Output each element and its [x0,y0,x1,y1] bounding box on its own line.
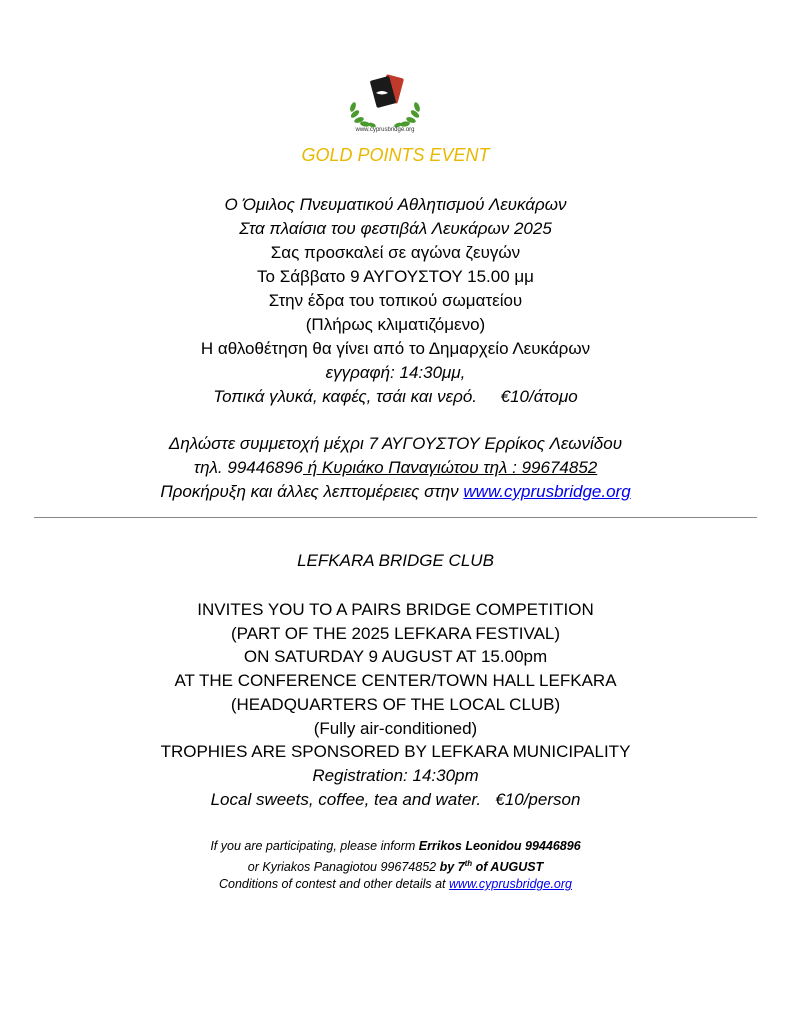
playing-cards-icon [370,74,404,108]
deadline-by: by 7 [439,860,465,875]
greek-line: Το Σάββατο 9 ΑΥΓΟΥΣΤΟΥ 15.00 μμ [257,267,534,286]
english-line: Registration: 14:30pm [312,765,479,785]
deadline-sup: th [464,859,473,868]
english-contact [0,838,791,893]
greek-line: Η αθλοθέτηση θα γίνει από το Δημαρχείο Λευκάρων [200,339,591,358]
deadline-month: of AUGUST [472,860,544,875]
greek-phone: τηλ. 99446896 [193,458,304,477]
greek-line: Στα πλαίσια του φεστιβάλ Λευκάρων 2025 [239,219,552,238]
english-line: (PART OF THE 2025 LEFKARA FESTIVAL) [230,623,561,643]
greek-line: Στην έδρα του τοπικού σωματείου [268,291,523,310]
greek-line: (Πλήρως κλιματιζόμενο) [305,315,486,334]
english-price: €10/person [495,789,581,809]
greek-price: €10/άτομο [500,387,578,406]
greek-contact-line [0,480,791,504]
english-refreshments: Local sweets, coffee, tea and water. [210,789,482,809]
english-line: AT THE CONFERENCE CENTER/TOWN HALL LEFKARA [174,671,617,691]
laurel-right-icon [394,101,422,128]
english-contact-line [0,855,791,876]
greek-details-text: Προκήρυξη και άλλες λεπτομέρειες στην [160,482,459,501]
english-website-link[interactable]: www.cyprusbridge.org [449,877,572,892]
english-contact-line [0,838,791,855]
english-invitation [0,598,791,811]
inform-text: If you are participating, please inform [210,839,419,853]
contact-secondary: or Kyriakos Panagiotou 99674852 [247,860,440,875]
contact-primary: Errikos Leonidou 99446896 [418,839,581,853]
event-title: GOLD POINTS EVENT [301,145,490,165]
greek-invitation [0,193,791,409]
greek-contact [0,432,791,504]
greek-line: Σας προσκαλεί σε αγώνα ζευγών [270,243,521,262]
greek-refreshments: Τοπικά γλυκά, καφές, τσάι και νερό. [213,387,478,406]
english-line: TROPHIES ARE SPONSORED BY LEFKARA MUNICIPALITY [160,742,631,762]
greek-contact-line: Δηλώστε συμμετοχή μέχρι 7 ΑΥΓΟΥΣΤΟΥ Ερρίκος Λεωνίδου [168,434,623,453]
greek-alt-contact: ή Κυριάκο Παναγιώτου τηλ : 99674852 [303,458,598,477]
conditions-text: Conditions of contest and other details at [219,877,450,892]
english-line: (Fully air-conditioned) [313,718,478,738]
english-line: INVITES YOU TO A PAIRS BRIDGE COMPETITION [197,600,594,619]
club-name: LEFKARA BRIDGE CLUB [297,551,494,570]
laurel-left-icon [349,101,377,128]
greek-website-link[interactable]: www.cyprusbridge.org [463,482,631,501]
logo-caption: www.cyprusbridge.org [355,127,415,133]
greek-line: Ο Όμιλος Πνευματικού Αθλητισμού Λευκάρων [224,195,567,214]
greek-line-price [0,385,791,409]
english-line: ON SATURDAY 9 AUGUST AT 15.00pm [243,647,548,667]
greek-line: εγγραφή: 14:30μμ, [325,363,466,382]
greek-contact-line [0,456,791,480]
english-line: (HEADQUARTERS OF THE LOCAL CLUB) [230,694,561,714]
english-line-price [0,788,791,812]
english-contact-line [0,876,791,893]
divider [34,517,757,518]
